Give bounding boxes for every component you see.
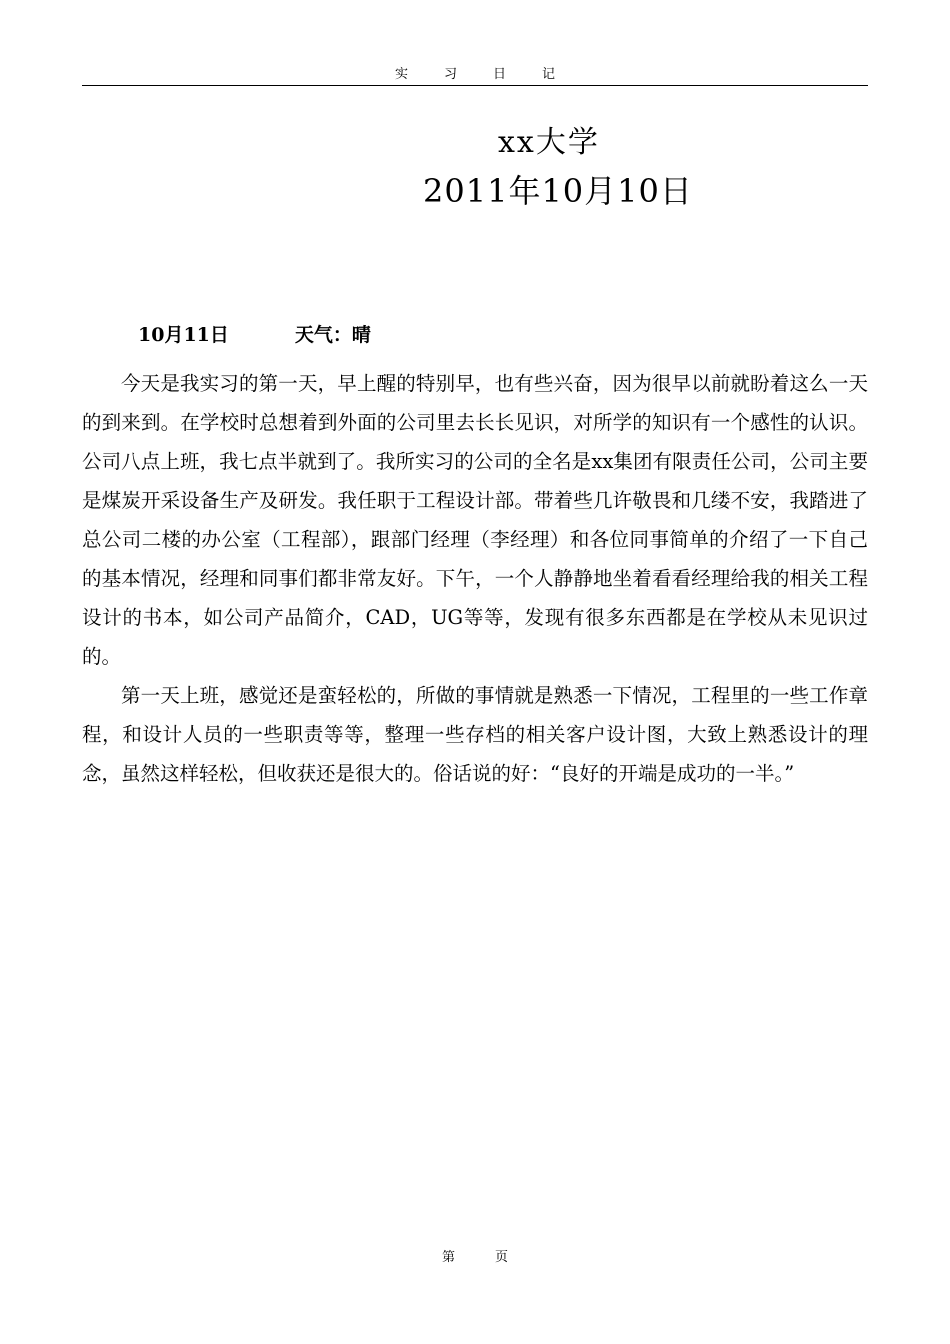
- page-label-prefix: 第: [441, 1250, 455, 1265]
- entry-date: 10月11日: [138, 324, 229, 346]
- entry-weather: 天气：晴: [294, 324, 371, 346]
- page-label-suffix: 页: [495, 1250, 509, 1265]
- paragraph-1: 今天是我实习的第一天，早上醒的特别早，也有些兴奋，因为很早以前就盼着这么一天的到来到。在学校时总想着到外面的公司里去长长见识，对所学的知识有一个感性的认识。公司八点上班，我七点半就到了。我所实习的公司的全名是xx集团有限责任公司，公司主要是煤炭开采设备生产及研发。我任职于工程设计部。带着些几许敬畏和几缕不安，我踏进了总公司二楼的办公室（工程部），跟部门经理（李经理）和各位同事简单的介绍了一下自己的基本情况，经理和同事们都非常友好。下午，一个人静静地坐着看看经理给我的相关工程设计的书本，如公司产品简介，CAD，UG等等，发现有很多东西都是在学校从未见识过的。: [82, 372, 868, 668]
- paragraph-2: 第一天上班，感觉还是蛮轻松的，所做的事情就是熟悉一下情况，工程里的一些工作章程，和设计人员的一些职责等等，整理一些存档的相关客户设计图，大致上熟悉设计的理念，虽然这样轻松，但收获还是很大的。俗话说的好：“良好的开端是成功的一半。”: [82, 684, 868, 785]
- entry-body: [82, 364, 868, 793]
- page-header: 实习日记: [82, 64, 868, 86]
- page-footer: [0, 1246, 950, 1265]
- school-name: xx大学: [498, 125, 600, 160]
- entry-heading: [138, 320, 371, 347]
- report-date: 2011年10月10日: [423, 172, 693, 210]
